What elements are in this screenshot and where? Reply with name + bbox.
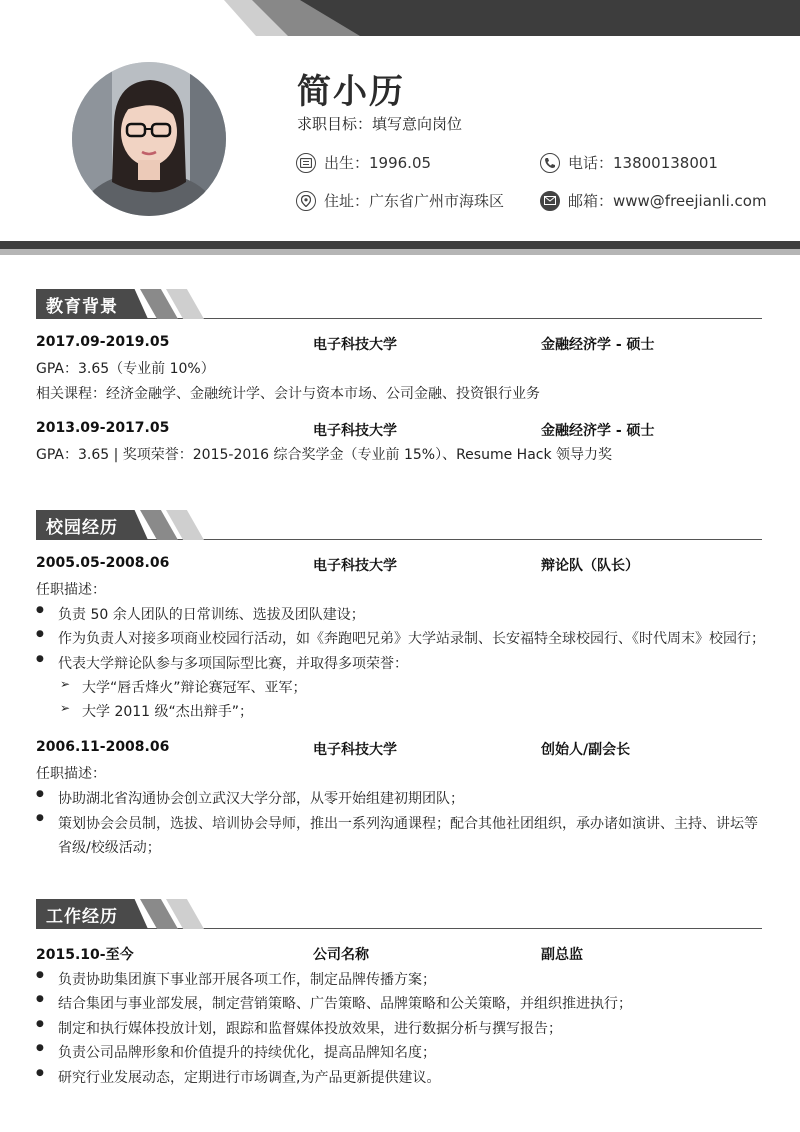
list-item: ● 结合集团与事业部发展，制定营销策略、广告策略、品牌策略和公关策略，并组织推进执行；	[36, 993, 632, 1013]
birth-text: 出生：1996.05	[324, 154, 432, 172]
resume-name: 简小历	[297, 72, 405, 112]
edu2-period: 2013.09-2017.05	[36, 420, 170, 436]
campus1-org: 电子科技大学	[313, 558, 397, 574]
list-item: ● 协助湖北省沟通协会创立武汉大学分部，从零开始组建初期团队；	[36, 788, 464, 808]
campus1-desc-label: 任职描述：	[36, 582, 106, 598]
sub-list-item: ➢ 大学 2011 级“杰出辩手”；	[60, 701, 253, 721]
email-info	[540, 190, 767, 211]
edu1-major: 金融经济学 - 硕士	[541, 337, 655, 353]
list-item: ● 代表大学辩论队参与多项国际型比赛，并取得多项荣誉：	[36, 653, 408, 673]
edu1-period: 2017.09-2019.05	[36, 334, 170, 350]
work1-company: 公司名称	[313, 947, 369, 963]
list-item: ● 策划协会会员制，选拔、培训协会导师，推出一系列沟通课程；配合其他社团组织，承办诸如演讲、主持、讲坛等省级/校级活动；	[36, 812, 764, 860]
edu2-gpa-awards: GPA：3.65 | 奖项荣誉：2015-2016 综合奖学金（专业前 15%）、Resume Hack 领导力奖	[36, 447, 613, 463]
id-card-icon	[296, 153, 316, 173]
phone-icon	[540, 153, 560, 173]
list-item: ● 负责协助集团旗下事业部开展各项工作，制定品牌传播方案；	[36, 969, 436, 989]
job-goal: 求职目标：填写意向岗位	[297, 115, 463, 133]
education-section-title: 教育背景	[36, 289, 762, 319]
campus1-role: 辩论队（队长）	[541, 558, 639, 574]
address-info	[296, 190, 504, 211]
email-text: 邮箱：www@freejianli.com	[568, 192, 767, 210]
address-text: 住址：广东省广州市海珠区	[324, 192, 505, 210]
birth-info	[296, 152, 431, 173]
list-item: ● 负责公司品牌形象和价值提升的持续优化，提高品牌知名度；	[36, 1042, 436, 1062]
list-item: ● 制定和执行媒体投放计划，跟踪和监督媒体投放效果，进行数据分析与撰写报告；	[36, 1018, 562, 1038]
list-item: ● 负责 50 余人团队的日常训练、选拔及团队建设；	[36, 604, 365, 624]
campus1-period: 2005.05-2008.06	[36, 555, 170, 571]
edu1-school: 电子科技大学	[313, 337, 397, 353]
work1-role: 副总监	[541, 947, 583, 963]
phone-text: 电话：13800138001	[568, 154, 718, 172]
location-pin-icon	[296, 191, 316, 211]
campus2-desc-label: 任职描述：	[36, 766, 106, 782]
edu1-courses: 相关课程：经济金融学、金融统计学、会计与资本市场、公司金融、投资银行业务	[36, 386, 540, 402]
work-section-title: 工作经历	[36, 899, 762, 929]
top-decor-band	[0, 0, 800, 36]
campus2-org: 电子科技大学	[313, 742, 397, 758]
campus2-period: 2006.11-2008.06	[36, 739, 170, 755]
edu2-school: 电子科技大学	[313, 423, 397, 439]
list-item: ● 研究行业发展动态，定期进行市场调查,为产品更新提供建议。	[36, 1067, 440, 1087]
work1-period: 2015.10-至今	[36, 947, 134, 963]
header-divider	[0, 241, 800, 249]
sub-list-item: ➢ 大学“唇舌烽火”辩论赛冠军、亚军；	[60, 677, 307, 697]
list-item: ● 作为负责人对接多项商业校园行活动，如《奔跑吧兄弟》大学站录制、长安福特全球校园行、《时代周末》校园行；	[36, 628, 765, 648]
mail-icon	[540, 191, 560, 211]
avatar	[72, 62, 226, 216]
phone-info	[540, 152, 718, 173]
campus2-role: 创始人/副会长	[541, 742, 631, 758]
edu1-gpa: GPA：3.65（专业前 10%）	[36, 361, 215, 377]
campus-section-title: 校园经历	[36, 510, 762, 540]
edu2-major: 金融经济学 - 硕士	[541, 423, 655, 439]
header-divider-light	[0, 249, 800, 255]
